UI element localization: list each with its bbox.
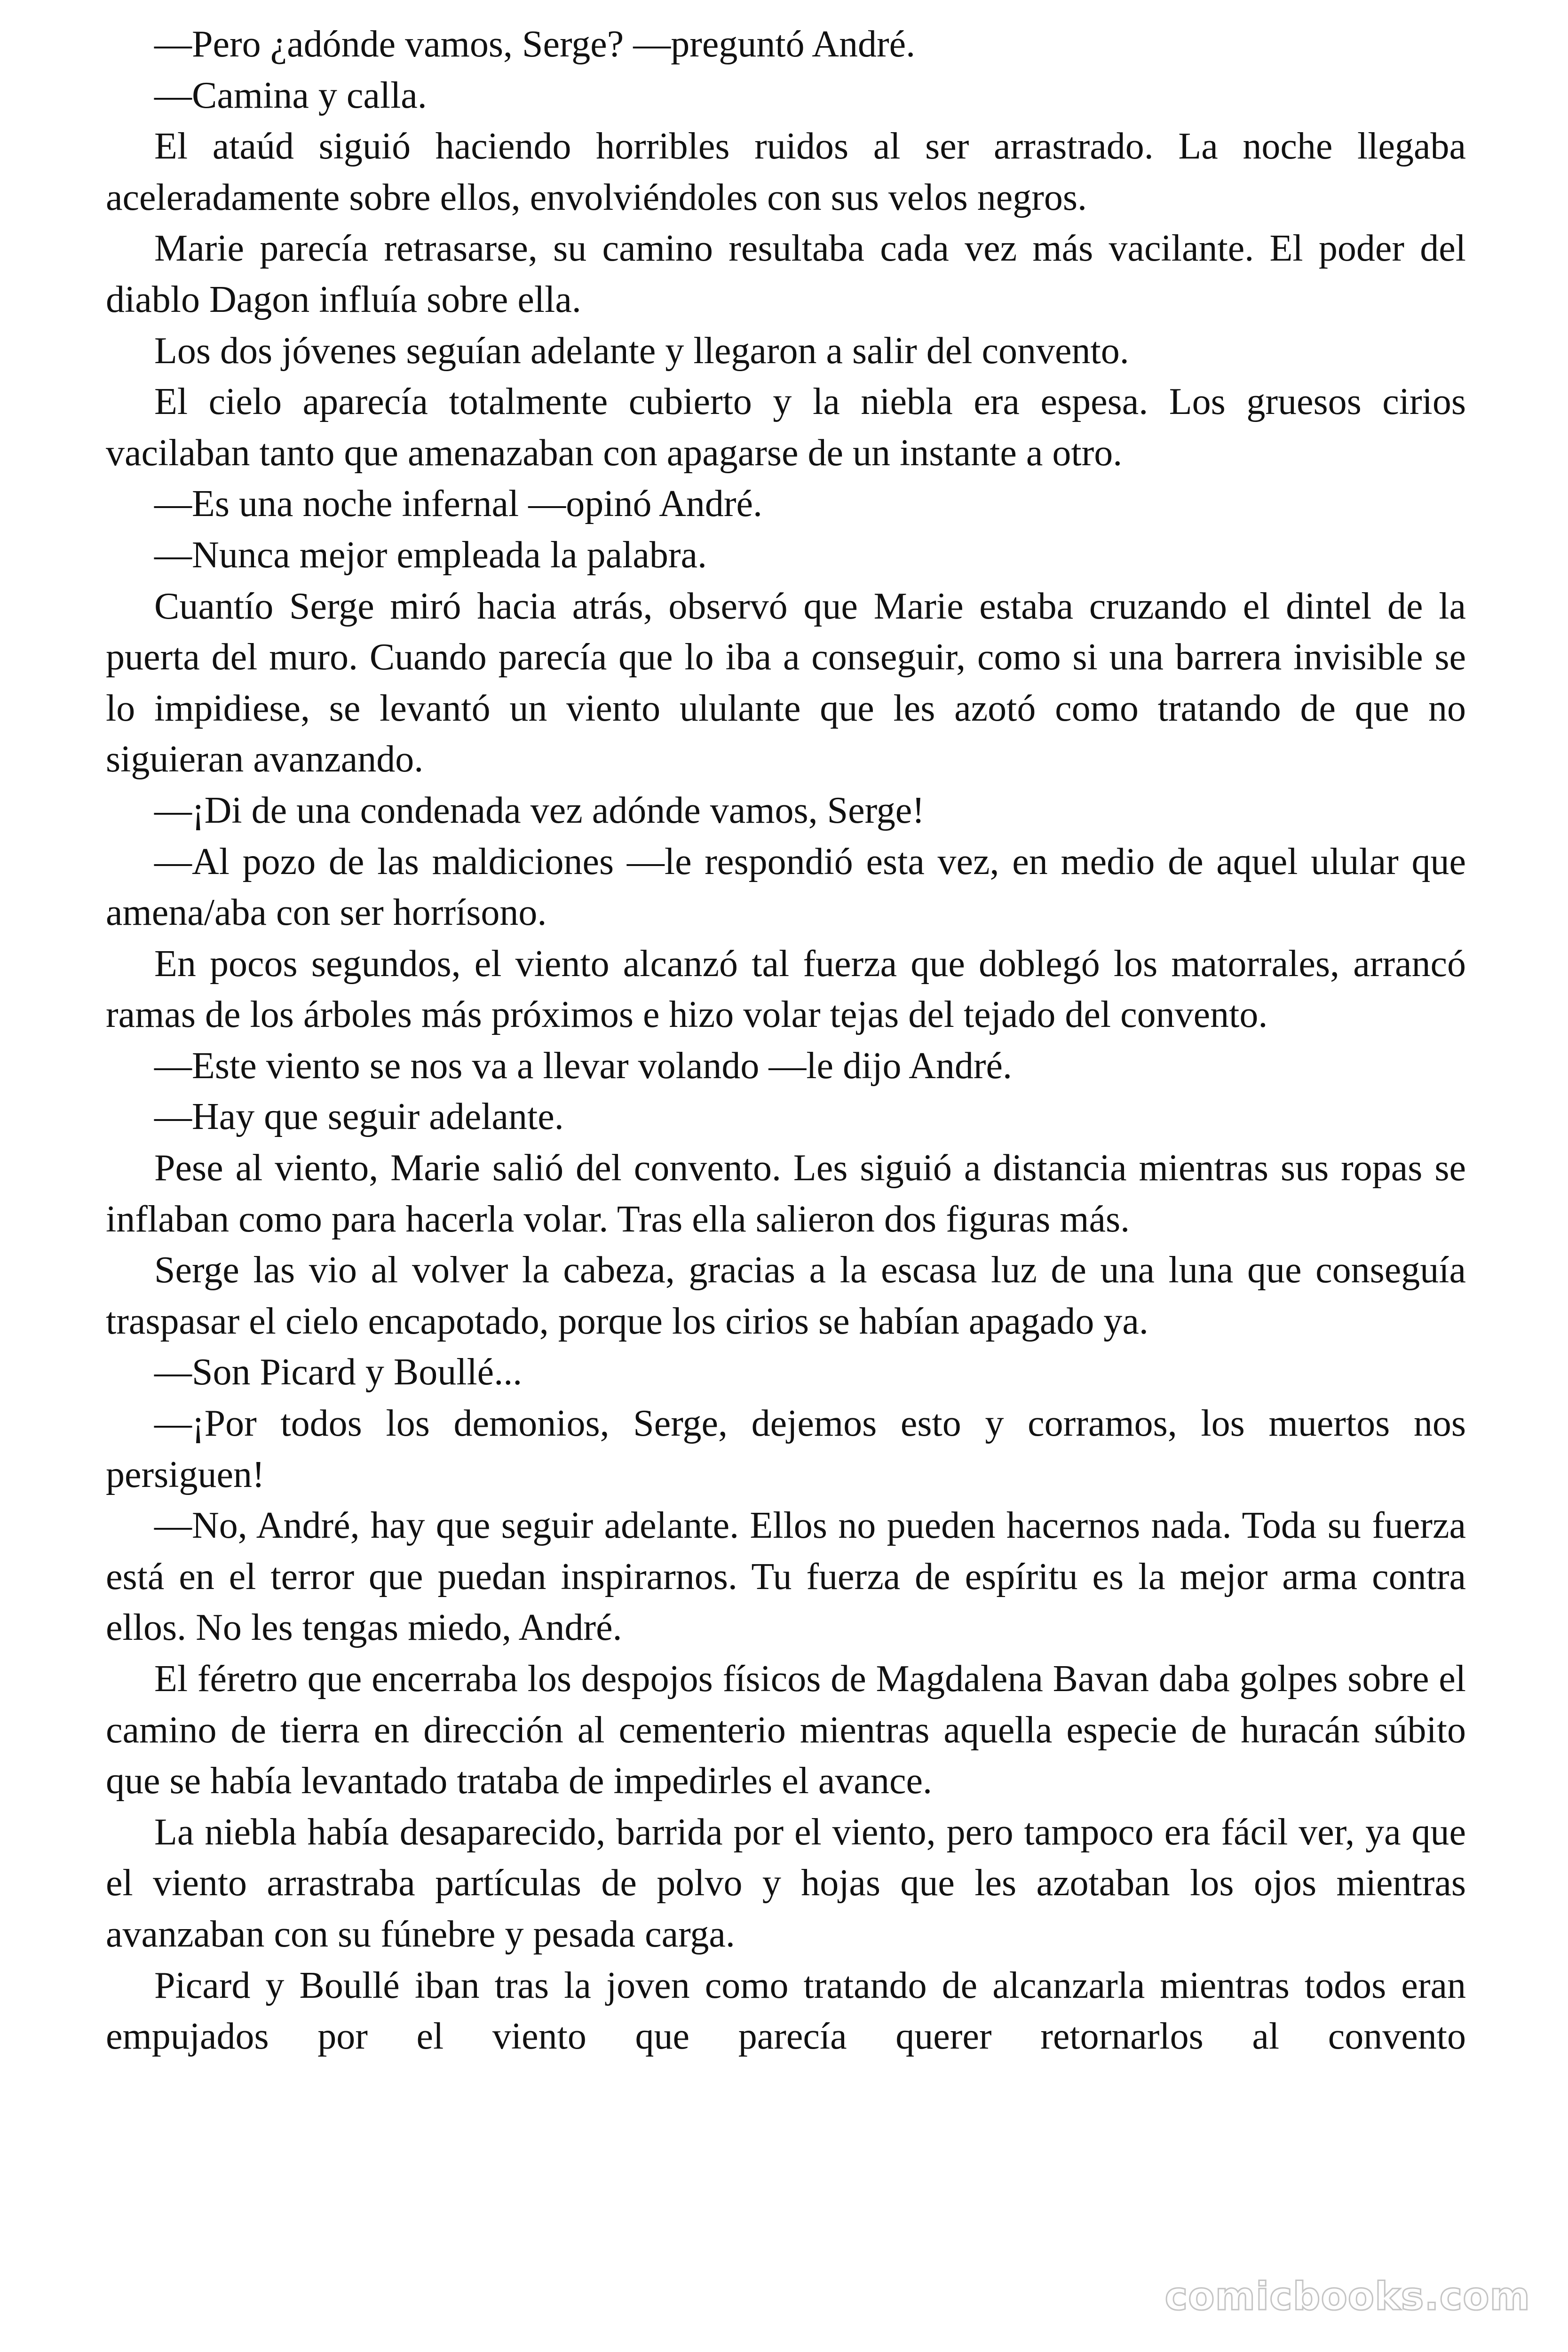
paragraph: El cielo aparecía totalmente cubierto y la niebla era espesa. Los gruesos cirios vacilaban tanto que amenazaban con apagarse de un instante a otro.	[106, 381, 1466, 474]
paragraph: Serge las vio al volver la cabeza, gracias a la escasa luz de una luna que conseguía traspasar el cielo encapotado, porque los cirios se habían apagado ya.	[106, 1249, 1466, 1342]
paragraph: Marie parecía retrasarse, su camino resultaba cada vez más vacilante. El poder del diablo Dagon influía sobre ella.	[106, 228, 1466, 320]
paragraph: —Camina y calla.	[154, 74, 427, 116]
paragraph: El féretro que encerraba los despojos físicos de Magdalena Bavan daba golpes sobre el camino de tierra en dirección al cementerio mientras aquella especie de huracán súbito que se había levantado trataba de impedirles el avance.	[106, 1658, 1466, 1802]
watermark-logo: comicbooks.com	[1164, 2274, 1530, 2319]
paragraph: Los dos jóvenes seguían adelante y llegaron a salir del convento.	[154, 330, 1129, 372]
book-page-text	[106, 19, 1466, 2062]
paragraph: —¡Di de una condenada vez adónde vamos, Serge!	[154, 789, 925, 831]
paragraph: —No, André, hay que seguir adelante. Ellos no pueden hacernos nada. Toda su fuerza está en el terror que puedan inspirarnos. Tu fuerza de espíritu es la mejor arma contra ellos. No les tengas miedo, André.	[106, 1505, 1466, 1649]
paragraph: En pocos segundos, el viento alcanzó tal fuerza que doblegó los matorrales, arrancó ramas de los árboles más próximos e hizo volar tejas del tejado del convento.	[106, 943, 1466, 1036]
paragraph: —Es una noche infernal —opinó André.	[154, 483, 763, 525]
paragraph: —Este viento se nos va a llevar volando —le dijo André.	[154, 1045, 1013, 1087]
paragraph: —Nunca mejor empleada la palabra.	[154, 534, 707, 576]
paragraph: La niebla había desaparecido, barrida por el viento, pero tampoco era fácil ver, ya que el viento arrastraba partículas de polvo y hojas que les azotaban los ojos mientras avanzaban con su fúnebre y pesada carga.	[106, 1811, 1466, 1955]
paragraph: —Son Picard y Boullé...	[154, 1351, 523, 1393]
paragraph: —Al pozo de las maldiciones —le respondió esta vez, en medio de aquel ulular que amena/aba con ser horrísono.	[106, 841, 1466, 934]
paragraph: —¡Por todos los demonios, Serge, dejemos esto y corramos, los muertos nos persiguen!	[106, 1403, 1466, 1495]
paragraph: Picard y Boullé iban tras la joven como tratando de alcanzarla mientras todos eran empujados por el viento que parecía querer retornarlos al convento	[106, 1964, 1466, 2058]
paragraph: Pese al viento, Marie salió del convento. Les siguió a distancia mientras sus ropas se inflaban como para hacerla volar. Tras ella salieron dos figuras más.	[106, 1147, 1466, 1240]
paragraph: —Pero ¿adónde vamos, Serge? —preguntó André.	[154, 24, 916, 65]
paragraph: Cuantío Serge miró hacia atrás, observó que Marie estaba cruzando el dintel de la puerta del muro. Cuando parecía que lo iba a conseguir, como si una barrera invisible se lo impidiese, se levantó un viento ululante que les azotó como tratando de que no siguieran avanzando.	[106, 585, 1466, 780]
paragraph: —Hay que seguir adelante.	[154, 1096, 564, 1138]
paragraph: El ataúd siguió haciendo horribles ruidos al ser arrastrado. La noche llegaba aceleradamente sobre ellos, envolviéndoles con sus velos negros.	[106, 126, 1466, 218]
